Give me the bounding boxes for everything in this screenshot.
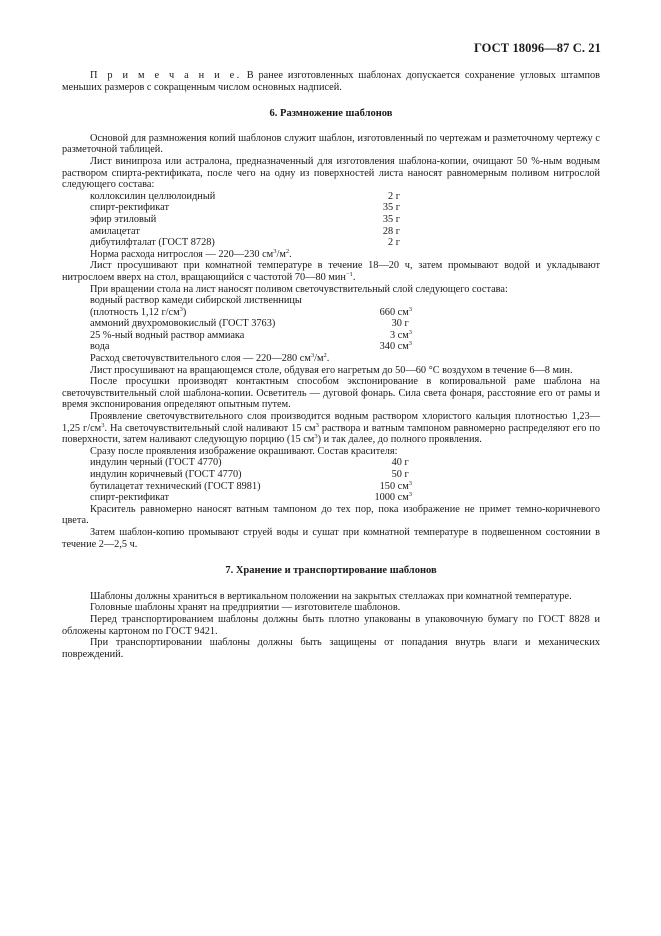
component-amount: 2 г — [388, 190, 400, 202]
superscript: 3 — [273, 247, 277, 255]
paragraph-text: ) и так далее, до полного проявления. — [317, 434, 482, 446]
component-name: спирт-ректификат — [90, 202, 169, 214]
norm-text: Расход светочувствительного слоя — 220—280 см — [90, 353, 311, 365]
norm-text: Норма расхода нитрослоя — 220—230 см — [90, 248, 274, 260]
superscript: 3 — [408, 305, 412, 313]
component-amount — [352, 341, 412, 353]
paragraph-text: . — [352, 271, 356, 283]
component-name: бутилацетат технический (ГОСТ 8981) — [90, 480, 261, 492]
component-amount — [352, 481, 412, 493]
norm-text: /м — [276, 248, 286, 260]
note-text: В ранее изготовленных шаблонах допускается сохранение угловых штампов меньших размеров с сокращенным числом основных надписей. — [62, 70, 600, 93]
component-amount: 35 г — [382, 213, 400, 225]
component-name: эфир этиловый — [90, 213, 157, 225]
composition-row — [62, 481, 600, 493]
s6-paragraph-7 — [62, 411, 600, 446]
composition-row — [62, 492, 600, 504]
nitro-consumption-norm — [62, 249, 600, 261]
amount-text: 3 см — [389, 329, 409, 341]
component-name-text: аммоний двухромовокислый (ГОСТ 3763) — [90, 318, 276, 330]
superscript: 3 — [314, 433, 318, 441]
component-name: коллоксилин целлюлоидный — [90, 190, 216, 202]
s6-paragraph-5: Лист просушивают на вращающемся столе, обдувая его нагретым до 50—60 °С воздухом в течение 6—8 мин. — [90, 364, 573, 376]
superscript: 3 — [408, 328, 412, 336]
composition-row — [62, 457, 600, 469]
s6-paragraph-10: Затем шаблон-копию промывают струей воды и сушат при комнатной температуре в подвешенном состоянии в течение 2—2,5 ч. — [62, 526, 600, 550]
superscript: 2 — [323, 352, 327, 360]
component-amount: 28 г — [382, 225, 400, 237]
superscript: 3 — [310, 352, 315, 360]
s6-paragraph-8: Сразу после проявления изображение окрашивают. Состав красителя: — [90, 445, 398, 457]
component-name — [90, 330, 352, 342]
component-name: водный раствор камеди сибирской лиственницы — [90, 295, 302, 307]
component-name: индулин коричневый (ГОСТ 4770) — [90, 469, 242, 480]
composition-row — [62, 469, 600, 481]
s6-paragraph-2: Лист винипроза или астралона, предназначенный для изготовления шаблона-копии, очищают 50 %-ным водным раствором спирта-ректификата, после чего на одну из поверхностей листа наносят равномерным поливом нитрослой следующего состава: — [62, 155, 600, 191]
composition-row — [62, 191, 600, 203]
amount-text: 150 см — [379, 480, 409, 492]
paragraph-text: Лист просушивают при комнатной температуре в течение 18—20 ч, затем промывают водой и укладывают нитрослоем вверх на стол, вращающийся с частотой 70—80 мин — [62, 260, 600, 283]
component-amount: 35 г — [382, 202, 400, 214]
amount-text: 1000 см — [374, 492, 409, 504]
component-name: индулин черный (ГОСТ 4770) — [90, 457, 222, 469]
composition-row — [62, 307, 600, 319]
amount-text: 30 г — [391, 318, 409, 330]
component-name — [90, 307, 352, 319]
composition-row — [62, 341, 600, 353]
superscript: 3 — [179, 305, 183, 313]
component-amount — [352, 307, 412, 319]
s6-paragraph-9: Краситель равномерно наносят ватным тампоном до тех пор, пока изображение не примет темно-коричневого цвета. — [62, 503, 600, 527]
page-content — [62, 70, 600, 660]
photosensitive-layer-composition — [62, 295, 600, 353]
paragraph-text: раствора и ватным тампоном равномерно распределяют его по поверхности, затем наливают следующую порцию (15 см — [62, 422, 600, 446]
section-7-title: 7. Хранение и транспортирование шаблонов — [225, 565, 437, 577]
amount-text: 340 см — [379, 341, 409, 353]
paragraph-text: Проявление светочувствительного слоя производится водным раствором хлористого кальция плотностью 1,23—1,25 г/см — [62, 411, 600, 434]
superscript: 3 — [408, 479, 412, 487]
component-amount — [352, 469, 412, 481]
component-amount — [352, 492, 412, 504]
component-name: спирт-ректификат — [90, 492, 169, 504]
component-amount — [352, 330, 412, 342]
amount-text: 40 г — [391, 457, 409, 469]
component-name-text: вода — [90, 341, 110, 353]
component-name-text: 25 %-ный водный раствор аммиака — [90, 329, 245, 341]
norm-text: . — [289, 248, 292, 260]
component-name: дибутилфталат (ГОСТ 8728) — [90, 237, 215, 249]
s6-paragraph-1: Основой для размножения копий шаблонов служит шаблон, изготовленный по чертежам и разметочному чертежу с разметочной таблицей. — [62, 132, 600, 156]
component-name-text: (плотность 1,12 г/см — [90, 306, 180, 318]
note-label: П р и м е ч а н и е. — [90, 70, 242, 81]
s6-paragraph-4: При вращении стола на лист наносят поливом светочувствительный слой следующего состава: — [90, 283, 508, 295]
composition-head — [62, 295, 600, 307]
s7-paragraph-2: Головные шаблоны хранят на предприятии — изготовителе шаблонов. — [90, 602, 401, 614]
component-amount: 2 г — [388, 237, 400, 249]
superscript: 3 — [408, 491, 412, 499]
s7-paragraph-4: При транспортировании шаблоны должны быть защищены от попадания внутрь влаги и механических повреждений. — [62, 637, 600, 660]
composition-row — [62, 214, 600, 226]
nitro-layer-composition — [62, 191, 600, 249]
s7-paragraph-1: Шаблоны должны храниться в вертикальном положении на закрытых стеллажах при комнатной температуре. — [90, 590, 572, 602]
norm-text: . — [326, 353, 330, 365]
component-name: амилацетат — [90, 225, 140, 237]
component-name-tail: ) — [182, 306, 187, 318]
page-header: ГОСТ 18096—87 С. 21 — [473, 41, 601, 55]
note-paragraph — [62, 70, 600, 93]
superscript: −1 — [345, 270, 353, 278]
component-amount — [352, 457, 412, 469]
dye-composition — [62, 457, 600, 503]
composition-row — [62, 237, 600, 249]
section-6-title: 6. Размножение шаблонов — [269, 108, 393, 120]
composition-row — [62, 226, 600, 238]
composition-row — [62, 202, 600, 214]
superscript: 3 — [315, 421, 319, 429]
s7-paragraph-3: Перед транспортированием шаблоны должны быть плотно упакованы в упаковочную бумагу по ГОСТ 8828 и обложены картоном по ГОСТ 9421. — [62, 613, 600, 637]
component-name — [90, 318, 352, 330]
component-amount — [352, 318, 412, 330]
superscript: 3 — [101, 421, 105, 429]
s6-paragraph-3 — [62, 260, 600, 283]
amount-text: 50 г — [391, 469, 409, 480]
paragraph-text: . На светочувствительный слой наливают 15 см — [104, 422, 316, 434]
norm-text: /м — [314, 353, 324, 365]
superscript: 3 — [408, 340, 412, 348]
photosensitive-consumption-norm — [62, 353, 600, 365]
composition-row — [62, 330, 600, 342]
composition-row — [62, 318, 600, 330]
amount-text: 660 см — [379, 306, 409, 318]
superscript: 2 — [285, 247, 290, 255]
s6-paragraph-6: После просушки производят контактным способом экспонирование в копировальной раме шаблона на светочувствительный слой шаблона-копии. Осветитель — дуговой фонарь. Сила света фонаря, расстояние его от рамы и время экспонирования определяют опытным путем. — [62, 376, 600, 411]
